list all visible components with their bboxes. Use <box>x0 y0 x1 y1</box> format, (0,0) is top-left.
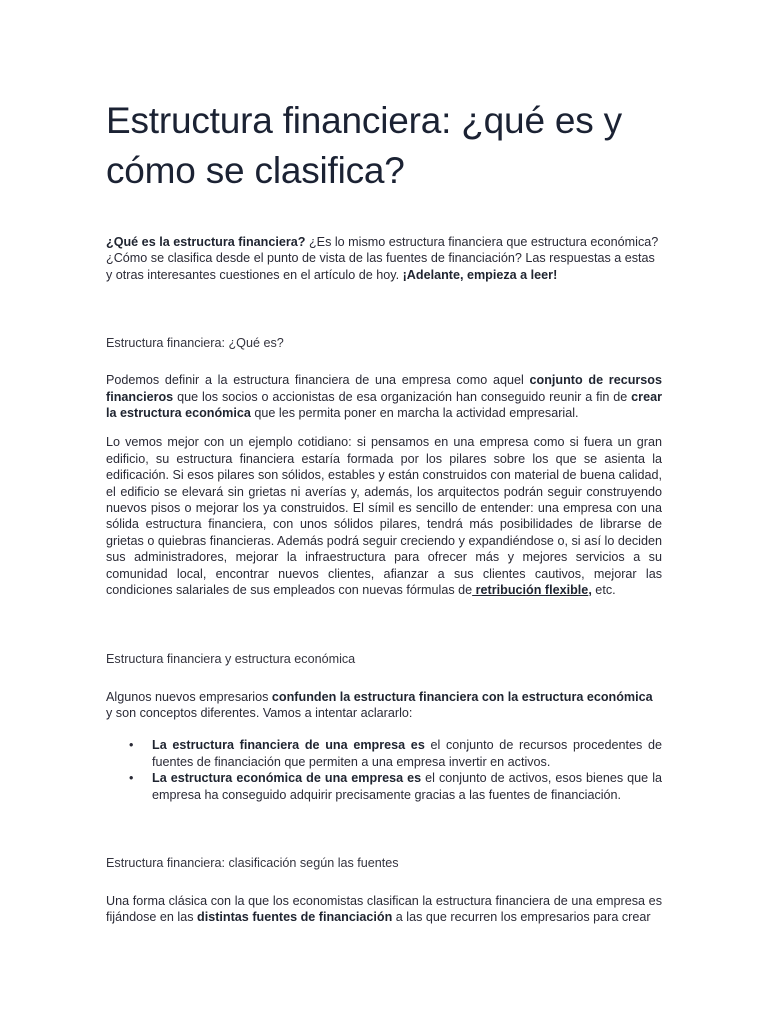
list-item-bold: La estructura financiera de una empresa es <box>152 738 425 753</box>
intro-question: ¿Qué es la estructura financiera? <box>106 235 306 249</box>
example-text: Lo vemos mejor con un ejemplo cotidiano: si pensamos en una empresa como si fuera un gran edificio, su estructura financiera estaría formada por los pilares sobre los que se asienta la edificación. Si esos pilares son sólidos, estables y están construidos con material de buena calidad, el edificio se elevará sin grietas ni averías y, además, los arquitectos podrán seguir construyendo nuevos pisos o mejorar los ya construidos. El símil es sencillo de entender: una empresa con una sólida estructura financiera, con unos sólidos pilares, tendrá más posibilidades de librarse de grietas o quiebras financieras. Además podrá seguir creciendo y expandiéndose o, si así lo deciden sus administradores, mejorar la infraestructura para ofrecer más y mejores servicios a su comunidad local, encontrar nuevos clientes, afianzar a sus clientes cautivos, mejorar las condiciones salariales de sus empleados con nuevas fórmulas de <box>106 435 662 598</box>
definition-text-2: que los socios o accionistas de esa organización han conseguido reunir a fin de <box>173 389 632 404</box>
comparison-bold: confunden la estructura financiera con la estructura económica <box>271 689 653 704</box>
list-item-bold: La estructura económica de una empresa es <box>152 771 422 786</box>
section-heading-estructura-economica: Estructura financiera y estructura económica <box>106 651 356 666</box>
definition-paragraph <box>106 372 662 421</box>
example-etc: etc. <box>591 583 616 598</box>
classification-text-2: a las que recurren los empresarios para crear <box>392 910 651 925</box>
intro-text: ¿Es lo mismo estructura financiera que estructura económica? ¿Cómo se clasifica desde el punto de vista de las fuentes de financiación? Las respuestas a estas y otras interesantes cuestiones en el artículo de hoy. <box>106 235 659 282</box>
comparison-paragraph <box>106 689 662 722</box>
intro-cta: ¡Adelante, empieza a leer! <box>402 267 558 282</box>
list-item-text: el conjunto de activos, esos bienes que la empresa ha conseguido adquirir precisamente gracias a las fuentes de financiación. <box>152 771 662 802</box>
definition-text-1: Podemos definir a la estructura financiera de una empresa como aquel <box>106 373 530 388</box>
classification-text-1: Una forma clásica con la que los economistas clasifican la estructura financiera de una empresa es fijándose en las <box>106 893 662 925</box>
document-page <box>106 96 662 926</box>
list-item <box>106 770 662 803</box>
intro-paragraph <box>106 234 662 283</box>
example-comma: , <box>588 583 592 598</box>
classification-bold: distintas fuentes de financiación <box>197 910 393 925</box>
definition-bold-1: conjunto de recursos financieros <box>106 373 663 404</box>
classification-paragraph <box>106 893 662 926</box>
comparison-text-1: Algunos nuevos empresarios <box>106 689 272 704</box>
list-item <box>106 737 662 770</box>
list-item-text: el conjunto de recursos procedentes de fuentes de financiación que permiten a una empresa invertir en activos. <box>152 738 662 769</box>
definition-text-3: que les permita poner en marcha la actividad empresarial. <box>250 406 579 421</box>
section-heading-clasificacion: Estructura financiera: clasificación según las fuentes <box>106 855 399 870</box>
bullet-icon: • <box>129 771 134 786</box>
page-title: Estructura financiera: ¿qué es y cómo se clasifica? <box>106 100 622 191</box>
definition-list <box>106 737 662 803</box>
bullet-icon: • <box>129 738 134 753</box>
retribucion-flexible-link[interactable]: retribución flexible <box>472 583 589 598</box>
definition-bold-2: crear la estructura económica <box>106 389 662 421</box>
comparison-text-2: y son conceptos diferentes. Vamos a intentar aclararlo: <box>106 705 413 720</box>
example-paragraph <box>106 434 662 598</box>
section-heading-que-es: Estructura financiera: ¿Qué es? <box>106 336 284 351</box>
